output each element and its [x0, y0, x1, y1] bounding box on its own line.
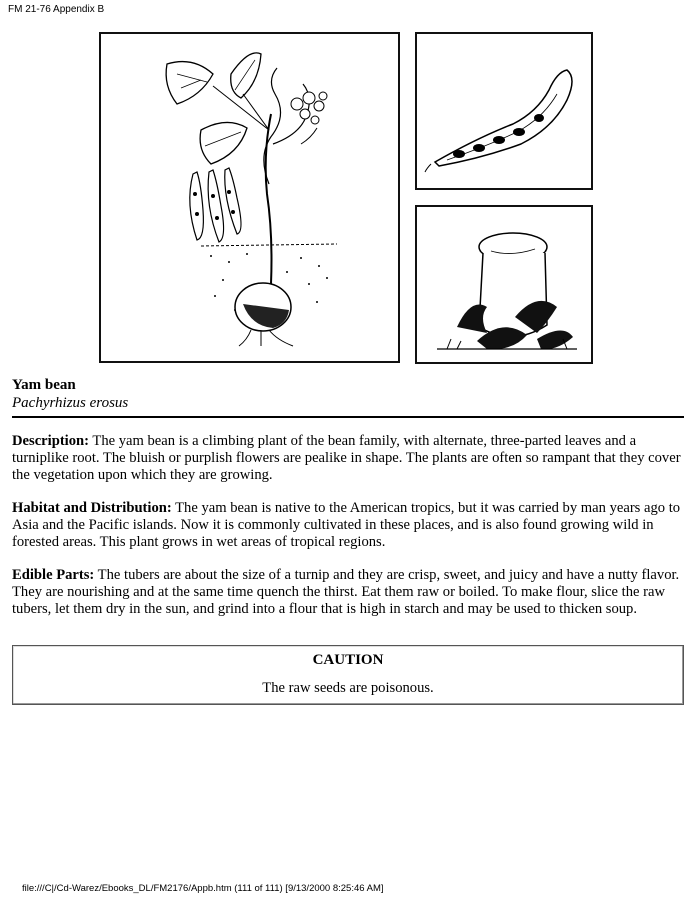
edible-parts-label: Edible Parts: [12, 567, 95, 583]
plant-title-block [12, 376, 128, 412]
habitat-label: Habitat and Distribution: [12, 500, 172, 516]
caution-text: The raw seeds are poisonous. [262, 680, 434, 696]
plant-drawing [101, 34, 398, 361]
tuber-drawing [417, 207, 591, 362]
page-header: FM 21-76 Appendix B [8, 4, 105, 15]
description-section [12, 433, 688, 484]
edible-parts-section [12, 567, 688, 618]
yam-bean-plant-illustration [99, 32, 400, 363]
pod-drawing [417, 34, 591, 188]
edible-parts-text: The tubers are about the size of a turnip and they are crisp, sweet, and juicy and have a nutty flavor. They are nourishing and at the same time quench the thirst. Eat them raw or boiled. To make flour, slice the raw tubers, let them dry in the sun, and grind into a flour that is high in starch and may be used to thicken soup. [12, 567, 680, 617]
description-text: The yam bean is a climbing plant of the bean family, with alternate, three-parted leaves and a turniplike root. The bluish or purplish flowers are pealike in shape. The plants are often so rampant that they cover the vegetation upon which they are growing. [12, 433, 681, 483]
habitat-section [12, 500, 688, 551]
section-divider [12, 416, 684, 418]
caution-title: CAUTION [312, 652, 384, 668]
seed-pod-illustration [415, 32, 593, 190]
page-footer: file:///C|/Cd-Warez/Ebooks_DL/FM2176/Appb.htm (111 of 111) [9/13/2000 8:25:46 AM] [22, 883, 384, 894]
habitat-text: The yam bean is native to the American tropics, but it was carried by man years ago to Asia and the Pacific islands. Now it is commonly cultivated in these places, and is also found growing wild in forested areas. This plant grows in wet areas of tropical regions. [12, 500, 681, 550]
caution-box [12, 645, 684, 705]
description-label: Description: [12, 433, 90, 449]
tuber-illustration [415, 205, 593, 364]
scientific-name: Pachyrhizus erosus [12, 395, 129, 411]
common-name: Yam bean [12, 377, 76, 393]
